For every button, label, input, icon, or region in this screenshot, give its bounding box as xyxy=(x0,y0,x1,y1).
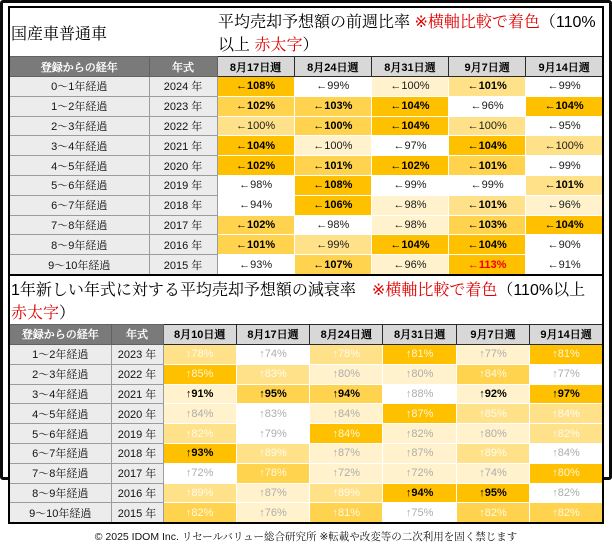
table-row xyxy=(9,235,603,255)
age-cell: 9～10年経過 xyxy=(9,503,111,523)
table2-body xyxy=(9,344,603,523)
title-segment: 赤太字 xyxy=(11,304,60,322)
age-cell: 8～9年経過 xyxy=(9,483,111,503)
value-cell: ←90% xyxy=(526,235,603,255)
year-cell: 2021 年 xyxy=(111,384,163,404)
date-week-header: 9月14日週 xyxy=(526,57,603,77)
year-cell: 2017 年 xyxy=(111,463,163,483)
age-cell: 8～9年経過 xyxy=(9,235,149,255)
value-cell: ↑80% xyxy=(310,364,383,384)
value-cell: ↑83% xyxy=(236,404,309,424)
value-cell: ↑78% xyxy=(236,463,309,483)
year-cell: 2016 年 xyxy=(111,483,163,503)
value-cell: ↑94% xyxy=(310,384,383,404)
age-cell: 5～6年経過 xyxy=(9,175,149,195)
value-cell: ↑84% xyxy=(456,364,529,384)
year-cell: 2019 年 xyxy=(149,175,217,195)
title-segment: 平均売却予想額の前週比率 xyxy=(218,14,415,31)
value-cell: ↑80% xyxy=(456,424,529,444)
table-row xyxy=(9,424,603,444)
value-cell: ←108% xyxy=(217,77,294,97)
age-cell: 4～5年経過 xyxy=(9,156,149,176)
value-cell: ←101% xyxy=(449,156,526,176)
value-cell: ↑87% xyxy=(236,483,309,503)
value-cell: ←103% xyxy=(294,96,371,116)
age-cell: 5～6年経過 xyxy=(9,424,111,444)
value-cell: ↑95% xyxy=(236,384,309,404)
value-cell: ←104% xyxy=(371,116,448,136)
value-cell: ←94% xyxy=(217,195,294,215)
value-cell: ↑74% xyxy=(456,463,529,483)
value-cell: ←104% xyxy=(526,215,603,235)
year-cell: 2022 年 xyxy=(111,364,163,384)
table2-header-row xyxy=(9,324,603,344)
date-week-header: 8月31日週 xyxy=(383,324,456,344)
table-row xyxy=(9,384,603,404)
year-cell: 2015 年 xyxy=(149,255,217,275)
age-cell: 6～7年経過 xyxy=(9,443,111,463)
value-cell: ↑85% xyxy=(456,404,529,424)
value-cell: ↑93% xyxy=(163,443,236,463)
date-week-header: 9月7日週 xyxy=(456,324,529,344)
age-cell: 6～7年経過 xyxy=(9,195,149,215)
value-cell: ←99% xyxy=(294,77,371,97)
year-cell: 2024 年 xyxy=(149,77,217,97)
title-segment: ） xyxy=(302,37,319,54)
value-cell: ←98% xyxy=(371,215,448,235)
value-cell: ↑78% xyxy=(310,344,383,364)
value-cell: ←98% xyxy=(371,195,448,215)
value-cell: ↑87% xyxy=(383,404,456,424)
table1-body xyxy=(9,77,603,275)
value-cell: ↑81% xyxy=(530,344,603,364)
date-week-header: 8月31日週 xyxy=(371,57,448,77)
value-cell: ←108% xyxy=(294,175,371,195)
value-cell: ←95% xyxy=(526,116,603,136)
value-cell: ↑94% xyxy=(383,483,456,503)
value-cell: ↑81% xyxy=(383,344,456,364)
table-row xyxy=(9,443,603,463)
value-cell: ←102% xyxy=(217,215,294,235)
value-cell: ↑88% xyxy=(383,384,456,404)
table-row xyxy=(9,404,603,424)
value-cell: ←96% xyxy=(526,195,603,215)
value-cell: ←97% xyxy=(371,136,448,156)
table-row xyxy=(9,344,603,364)
value-cell: ←101% xyxy=(449,195,526,215)
value-cell: ←104% xyxy=(217,136,294,156)
value-cell: ←99% xyxy=(371,175,448,195)
table1-title xyxy=(217,7,603,57)
year-cell: 2015 年 xyxy=(111,503,163,523)
age-cell: 9～10年経過 xyxy=(9,255,149,275)
value-cell: ↑83% xyxy=(236,364,309,384)
year-cell: 2018 年 xyxy=(149,195,217,215)
value-cell: ←101% xyxy=(217,235,294,255)
value-cell: ←102% xyxy=(217,96,294,116)
age-column-header: 登録からの経年 xyxy=(9,324,111,344)
value-cell: ←91% xyxy=(526,255,603,275)
value-cell: ↑82% xyxy=(163,424,236,444)
value-cell: ↑82% xyxy=(530,483,603,503)
age-cell: 3～4年経過 xyxy=(9,384,111,404)
value-cell: ↑84% xyxy=(310,404,383,424)
year-cell: 2019 年 xyxy=(111,424,163,444)
age-cell: 1～2年経過 xyxy=(9,96,149,116)
value-cell: ↑81% xyxy=(310,503,383,523)
year-cell: 2020 年 xyxy=(149,156,217,176)
weekly-ratio-table xyxy=(8,6,604,276)
title-segment: ※横軸比較で着色 xyxy=(414,14,540,31)
value-cell: ↑82% xyxy=(163,503,236,523)
value-cell: ↑82% xyxy=(383,424,456,444)
value-cell: ↑82% xyxy=(456,503,529,523)
title-segment: 1年新しい年式に対する平均売却予想額の減衰率 xyxy=(11,281,372,299)
age-cell: 7～8年経過 xyxy=(9,215,149,235)
title-segments-mount-1 xyxy=(218,14,596,54)
value-cell: ←107% xyxy=(294,255,371,275)
table-row xyxy=(9,175,603,195)
year-cell: 2023 年 xyxy=(111,344,163,364)
value-cell: ←103% xyxy=(449,215,526,235)
title-segment: 赤太字 xyxy=(254,37,303,54)
age-cell: 2～3年経過 xyxy=(9,364,111,384)
date-week-header: 8月10日週 xyxy=(163,324,236,344)
value-cell: ←99% xyxy=(294,235,371,255)
value-cell: ↑75% xyxy=(383,503,456,523)
title-segment: ※横軸比較で着色 xyxy=(371,281,498,299)
value-cell: ↑82% xyxy=(530,503,603,523)
title-segment: ） xyxy=(59,304,76,322)
table-row xyxy=(9,156,603,176)
year-cell: 2018 年 xyxy=(111,443,163,463)
value-cell: ←104% xyxy=(371,96,448,116)
value-cell: ↑84% xyxy=(310,424,383,444)
value-cell: ↑89% xyxy=(456,443,529,463)
value-cell: ↑85% xyxy=(163,364,236,384)
age-cell: 2～3年経過 xyxy=(9,116,149,136)
value-cell: ↑74% xyxy=(236,344,309,364)
table1-header-row xyxy=(9,57,603,77)
table2-title xyxy=(9,275,603,325)
value-cell: ←100% xyxy=(217,116,294,136)
table1-title-row xyxy=(9,7,603,57)
year-column-header: 年式 xyxy=(149,57,217,77)
table-row xyxy=(9,195,603,215)
date-week-header: 8月24日週 xyxy=(310,324,383,344)
value-cell: ←101% xyxy=(294,156,371,176)
value-cell: ↑84% xyxy=(530,443,603,463)
table-row xyxy=(9,364,603,384)
title-segment: （110%以上 xyxy=(497,281,586,299)
value-cell: ↑79% xyxy=(236,424,309,444)
value-cell: ←102% xyxy=(371,156,448,176)
age-cell: 3～4年経過 xyxy=(9,136,149,156)
value-cell: ↑92% xyxy=(456,384,529,404)
value-cell: ↑89% xyxy=(310,483,383,503)
title-segment: （110%以上 xyxy=(218,14,596,54)
value-cell: ↑76% xyxy=(236,503,309,523)
value-cell: ↑91% xyxy=(163,384,236,404)
value-cell: ←100% xyxy=(526,136,603,156)
value-cell: ←102% xyxy=(217,156,294,176)
value-cell: ↑80% xyxy=(530,463,603,483)
year-cell: 2023 年 xyxy=(149,96,217,116)
value-cell: ←101% xyxy=(526,175,603,195)
age-cell: 4～5年経過 xyxy=(9,404,111,424)
value-cell: ←104% xyxy=(526,96,603,116)
date-week-header: 9月7日週 xyxy=(449,57,526,77)
table-row xyxy=(9,503,603,523)
value-cell: ↑89% xyxy=(236,443,309,463)
age-cell: 0～1年経過 xyxy=(9,77,149,97)
age-cell: 7～8年経過 xyxy=(9,463,111,483)
value-cell: ↑80% xyxy=(383,364,456,384)
value-cell: ↑89% xyxy=(163,483,236,503)
value-cell: ↑78% xyxy=(163,344,236,364)
year-cell: 2022 年 xyxy=(149,116,217,136)
value-cell: ←113% xyxy=(449,255,526,275)
year-cell: 2020 年 xyxy=(111,404,163,424)
value-cell: ↑72% xyxy=(383,463,456,483)
value-cell: ←100% xyxy=(294,116,371,136)
decay-rate-table xyxy=(8,274,604,524)
value-cell: ↑87% xyxy=(310,443,383,463)
value-cell: ←96% xyxy=(371,255,448,275)
value-cell: ←106% xyxy=(294,195,371,215)
value-cell: ↑97% xyxy=(530,384,603,404)
value-cell: ↑84% xyxy=(530,404,603,424)
year-cell: 2016 年 xyxy=(149,235,217,255)
title-segments-mount-2 xyxy=(11,282,585,322)
date-week-header: 9月14日週 xyxy=(530,324,603,344)
age-cell: 1～2年経過 xyxy=(9,344,111,364)
table-row xyxy=(9,463,603,483)
value-cell: ↑72% xyxy=(310,463,383,483)
date-week-header: 8月17日週 xyxy=(236,324,309,344)
value-cell: ↑72% xyxy=(163,463,236,483)
value-cell: ↑77% xyxy=(456,344,529,364)
value-cell: ←93% xyxy=(217,255,294,275)
value-cell: ←99% xyxy=(526,77,603,97)
date-week-header: 8月17日週 xyxy=(217,57,294,77)
value-cell: ←99% xyxy=(449,175,526,195)
copyright-note: © 2025 IDOM Inc. リセールバリュー総合研究所 ※転載や改変等の二次利用を固く禁じます xyxy=(94,531,518,544)
value-cell: ←100% xyxy=(371,77,448,97)
value-cell: ←104% xyxy=(371,235,448,255)
value-cell: ←96% xyxy=(449,96,526,116)
value-cell: ↑77% xyxy=(530,364,603,384)
value-cell: ↑87% xyxy=(383,443,456,463)
table-row xyxy=(9,255,603,275)
year-cell: 2017 年 xyxy=(149,215,217,235)
table-row xyxy=(9,116,603,136)
table2-title-row xyxy=(9,275,603,325)
car-type-cell: 国産車普通車 xyxy=(11,25,108,43)
table-row xyxy=(9,483,603,503)
value-cell: ←98% xyxy=(294,215,371,235)
value-cell: ↑95% xyxy=(456,483,529,503)
value-cell: ←104% xyxy=(449,136,526,156)
year-column-header: 年式 xyxy=(111,324,163,344)
table-row xyxy=(9,136,603,156)
value-cell: ↑84% xyxy=(163,404,236,424)
value-cell: ←99% xyxy=(526,156,603,176)
value-cell: ←104% xyxy=(449,235,526,255)
value-cell: ←98% xyxy=(217,175,294,195)
age-column-header: 登録からの経年 xyxy=(9,57,149,77)
value-cell: ←101% xyxy=(449,77,526,97)
value-cell: ←100% xyxy=(294,136,371,156)
table-row xyxy=(9,215,603,235)
date-week-header: 8月24日週 xyxy=(294,57,371,77)
table-row xyxy=(9,77,603,97)
table-row xyxy=(9,96,603,116)
value-cell: ↑82% xyxy=(530,424,603,444)
value-cell: ←100% xyxy=(449,116,526,136)
year-cell: 2021 年 xyxy=(149,136,217,156)
